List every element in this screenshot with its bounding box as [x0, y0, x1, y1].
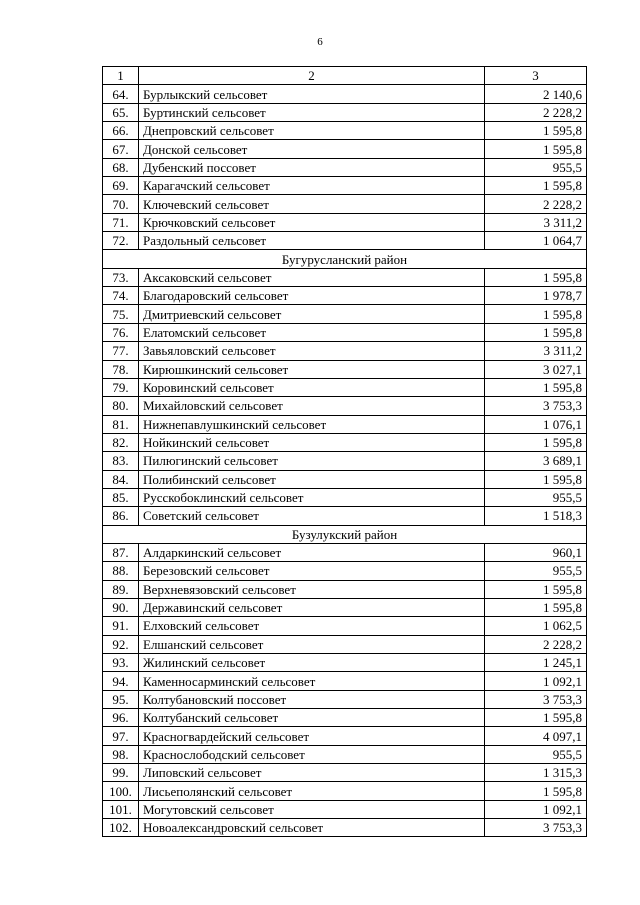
table-row	[103, 158, 587, 176]
row-value: 1 595,8	[485, 782, 587, 800]
table-row	[103, 85, 587, 103]
table-row	[103, 562, 587, 580]
row-value: 955,5	[485, 488, 587, 506]
row-value: 1 595,8	[485, 470, 587, 488]
table-row	[103, 745, 587, 763]
row-name: Лисьеполянский сельсовет	[139, 782, 485, 800]
row-value: 1 595,8	[485, 709, 587, 727]
row-number: 87.	[103, 543, 139, 561]
row-value: 1 518,3	[485, 507, 587, 525]
table-row	[103, 415, 587, 433]
row-number: 89.	[103, 580, 139, 598]
table-row	[103, 378, 587, 396]
row-number: 99.	[103, 764, 139, 782]
row-value: 3 311,2	[485, 213, 587, 231]
row-number: 100.	[103, 782, 139, 800]
row-number: 96.	[103, 709, 139, 727]
row-name: Колтубановский поссовет	[139, 690, 485, 708]
row-name: Раздольный сельсовет	[139, 232, 485, 250]
row-name: Карагачский сельсовет	[139, 177, 485, 195]
column-header-2: 2	[139, 67, 485, 85]
table-row	[103, 598, 587, 616]
row-name: Дмитриевский сельсовет	[139, 305, 485, 323]
row-value: 960,1	[485, 543, 587, 561]
row-name: Кирюшкинский сельсовет	[139, 360, 485, 378]
section-title: Бузулукский район	[103, 525, 587, 543]
row-name: Нижнепавлушкинский сельсовет	[139, 415, 485, 433]
row-number: 97.	[103, 727, 139, 745]
row-number: 70.	[103, 195, 139, 213]
row-number: 64.	[103, 85, 139, 103]
row-name: Советский сельсовет	[139, 507, 485, 525]
row-number: 101.	[103, 800, 139, 818]
table-row	[103, 654, 587, 672]
section-row	[103, 250, 587, 268]
row-number: 69.	[103, 177, 139, 195]
row-value: 1 595,8	[485, 268, 587, 286]
row-number: 78.	[103, 360, 139, 378]
row-name: Донской сельсовет	[139, 140, 485, 158]
row-number: 94.	[103, 672, 139, 690]
table-row	[103, 580, 587, 598]
row-value: 2 228,2	[485, 103, 587, 121]
row-value: 3 689,1	[485, 452, 587, 470]
row-value: 3 311,2	[485, 342, 587, 360]
table-row	[103, 213, 587, 231]
table-row	[103, 177, 587, 195]
table-row	[103, 543, 587, 561]
table-row	[103, 764, 587, 782]
row-value: 1 595,8	[485, 177, 587, 195]
row-name: Дубенский поссовет	[139, 158, 485, 176]
page-number: 6	[317, 36, 323, 48]
row-number: 92.	[103, 635, 139, 653]
row-value: 1 595,8	[485, 122, 587, 140]
row-name: Коровинский сельсовет	[139, 378, 485, 396]
row-name: Аксаковский сельсовет	[139, 268, 485, 286]
row-name: Державинский сельсовет	[139, 598, 485, 616]
row-number: 75.	[103, 305, 139, 323]
row-value: 2 228,2	[485, 635, 587, 653]
table-row	[103, 305, 587, 323]
row-name: Пилюгинский сельсовет	[139, 452, 485, 470]
row-value: 1 595,8	[485, 140, 587, 158]
table-row	[103, 507, 587, 525]
row-name: Колтубанский сельсовет	[139, 709, 485, 727]
row-number: 79.	[103, 378, 139, 396]
table-row	[103, 122, 587, 140]
row-number: 86.	[103, 507, 139, 525]
table-row	[103, 433, 587, 451]
column-header-3: 3	[485, 67, 587, 85]
row-name: Жилинский сельсовет	[139, 654, 485, 672]
row-name: Полибинский сельсовет	[139, 470, 485, 488]
row-name: Алдаркинский сельсовет	[139, 543, 485, 561]
row-name: Нойкинский сельсовет	[139, 433, 485, 451]
table-row	[103, 635, 587, 653]
row-number: 95.	[103, 690, 139, 708]
row-number: 91.	[103, 617, 139, 635]
table-row	[103, 690, 587, 708]
row-name: Елховский сельсовет	[139, 617, 485, 635]
row-value: 1 076,1	[485, 415, 587, 433]
row-value: 3 753,3	[485, 819, 587, 837]
row-value: 2 228,2	[485, 195, 587, 213]
table-row	[103, 232, 587, 250]
table-row	[103, 342, 587, 360]
row-name: Липовский сельсовет	[139, 764, 485, 782]
row-number: 93.	[103, 654, 139, 672]
row-value: 1 315,3	[485, 764, 587, 782]
row-name: Красногвардейский сельсовет	[139, 727, 485, 745]
row-number: 66.	[103, 122, 139, 140]
table-body	[103, 67, 587, 837]
row-name: Завьяловский сельсовет	[139, 342, 485, 360]
row-name: Елатомский сельсовет	[139, 323, 485, 341]
row-value: 1 595,8	[485, 323, 587, 341]
row-value: 1 064,7	[485, 232, 587, 250]
row-number: 65.	[103, 103, 139, 121]
table-row	[103, 617, 587, 635]
row-value: 955,5	[485, 562, 587, 580]
row-number: 77.	[103, 342, 139, 360]
row-name: Буртинский сельсовет	[139, 103, 485, 121]
row-value: 2 140,6	[485, 85, 587, 103]
table-row	[103, 470, 587, 488]
table-row	[103, 727, 587, 745]
row-value: 4 097,1	[485, 727, 587, 745]
row-name: Каменносарминский сельсовет	[139, 672, 485, 690]
row-number: 83.	[103, 452, 139, 470]
row-name: Краснослободский сельсовет	[139, 745, 485, 763]
row-number: 71.	[103, 213, 139, 231]
row-number: 67.	[103, 140, 139, 158]
row-name: Днепровский сельсовет	[139, 122, 485, 140]
column-header-1: 1	[103, 67, 139, 85]
table-row	[103, 397, 587, 415]
row-name: Елшанский сельсовет	[139, 635, 485, 653]
row-name: Русскобоклинский сельсовет	[139, 488, 485, 506]
row-number: 72.	[103, 232, 139, 250]
table-row	[103, 103, 587, 121]
row-value: 1 595,8	[485, 378, 587, 396]
column-header-row	[103, 67, 587, 85]
row-number: 85.	[103, 488, 139, 506]
table-row	[103, 360, 587, 378]
row-number: 98.	[103, 745, 139, 763]
row-number: 68.	[103, 158, 139, 176]
table-row	[103, 709, 587, 727]
row-number: 80.	[103, 397, 139, 415]
row-name: Благодаровский сельсовет	[139, 287, 485, 305]
row-value: 1 595,8	[485, 305, 587, 323]
table-row	[103, 195, 587, 213]
row-value: 1 245,1	[485, 654, 587, 672]
row-value: 3 753,3	[485, 397, 587, 415]
allocation-table	[102, 66, 587, 837]
section-title: Бугурусланский район	[103, 250, 587, 268]
table-row	[103, 452, 587, 470]
row-number: 76.	[103, 323, 139, 341]
table-row	[103, 268, 587, 286]
table-row	[103, 323, 587, 341]
row-value: 1 978,7	[485, 287, 587, 305]
row-number: 84.	[103, 470, 139, 488]
row-number: 82.	[103, 433, 139, 451]
row-value: 1 595,8	[485, 433, 587, 451]
table-row	[103, 287, 587, 305]
row-number: 102.	[103, 819, 139, 837]
row-value: 1 595,8	[485, 598, 587, 616]
row-number: 90.	[103, 598, 139, 616]
row-name: Березовский сельсовет	[139, 562, 485, 580]
table-row	[103, 782, 587, 800]
row-value: 955,5	[485, 158, 587, 176]
row-number: 81.	[103, 415, 139, 433]
row-value: 955,5	[485, 745, 587, 763]
row-value: 3 753,3	[485, 690, 587, 708]
row-name: Бурлыкский сельсовет	[139, 85, 485, 103]
row-name: Ключевский сельсовет	[139, 195, 485, 213]
row-name: Михайловский сельсовет	[139, 397, 485, 415]
row-value: 1 595,8	[485, 580, 587, 598]
table-row	[103, 800, 587, 818]
row-value: 3 027,1	[485, 360, 587, 378]
row-number: 74.	[103, 287, 139, 305]
row-number: 88.	[103, 562, 139, 580]
row-name: Могутовский сельсовет	[139, 800, 485, 818]
row-value: 1 062,5	[485, 617, 587, 635]
row-name: Новоалександровский сельсовет	[139, 819, 485, 837]
row-value: 1 092,1	[485, 800, 587, 818]
section-row	[103, 525, 587, 543]
row-name: Крючковский сельсовет	[139, 213, 485, 231]
table-row	[103, 672, 587, 690]
row-value: 1 092,1	[485, 672, 587, 690]
table-row	[103, 488, 587, 506]
row-name: Верхневязовский сельсовет	[139, 580, 485, 598]
table-row	[103, 819, 587, 837]
row-number: 73.	[103, 268, 139, 286]
table-row	[103, 140, 587, 158]
